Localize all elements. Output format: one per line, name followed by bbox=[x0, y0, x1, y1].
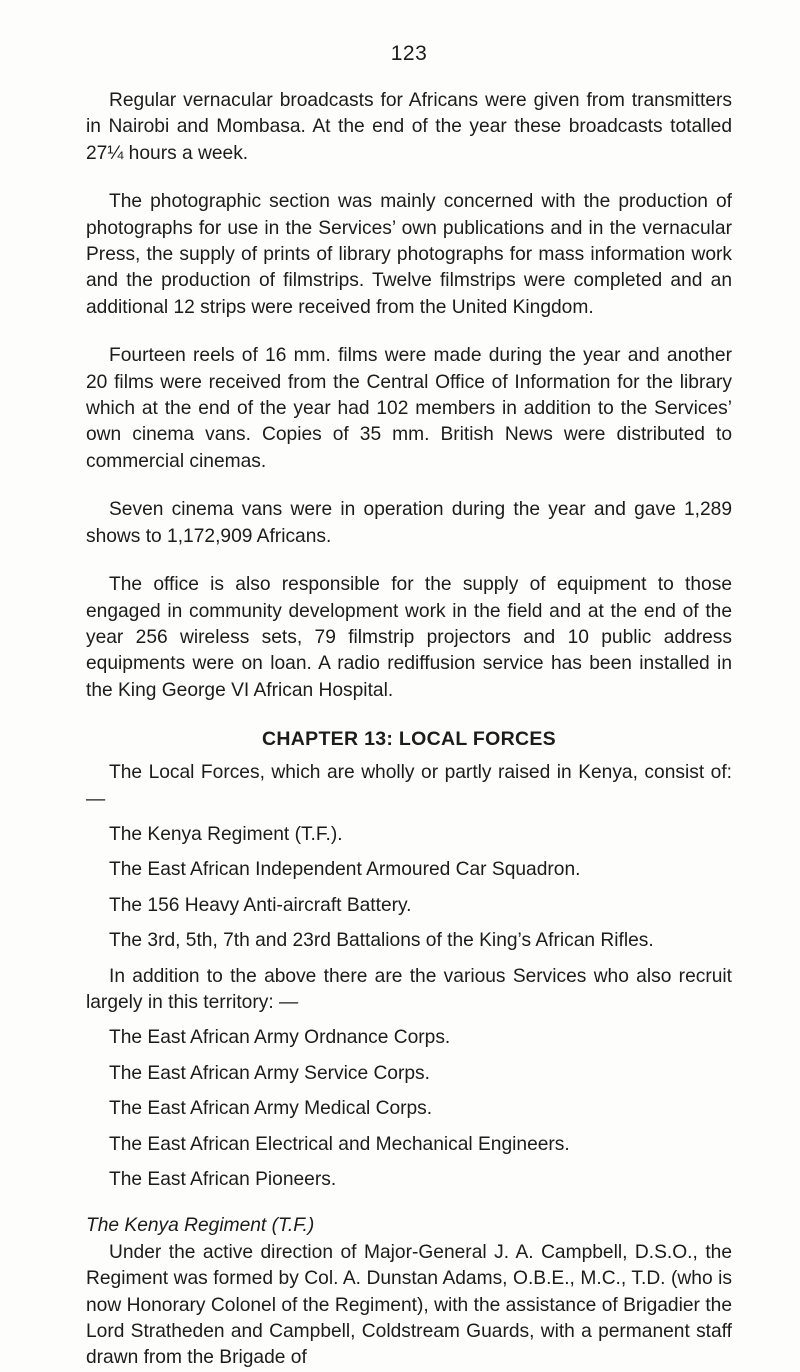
paragraph-services-intro: In addition to the above there are the various Services who also recruit largely in this territory: — bbox=[86, 965, 732, 1013]
list-item: The East African Army Ordnance Corps. bbox=[109, 1027, 451, 1049]
section-subheading: The Kenya Regiment (T.F.) bbox=[86, 1215, 315, 1237]
paragraph-photographic-section: The photographic section was mainly concerned with the production of photographs for use in the Services’ own publications and in the vernacular Press, the supply of prints of library photographs for mass information work and the production of filmstrips. Twelve filmstrips were completed and an additional 12 strips were received from the United Kingdom. bbox=[86, 191, 732, 318]
paragraph-films: Fourteen reels of 16 mm. films were made during the year and another 20 films were received from the Central Office of Information for the library which at the end of the year had 102 members in addition to the Services’ own cinema vans. Copies of 35 mm. British News were distributed to commercial cinemas. bbox=[86, 345, 732, 472]
list-item: The East African Electrical and Mechanical Engineers. bbox=[109, 1133, 570, 1155]
chapter-heading: CHAPTER 13: LOCAL FORCES bbox=[262, 728, 556, 751]
document-page bbox=[86, 40, 732, 1372]
list-item: The 3rd, 5th, 7th and 23rd Battalions of the King’s African Rifles. bbox=[109, 930, 654, 952]
paragraph-cinema-vans: Seven cinema vans were in operation during the year and gave 1,289 shows to 1,172,909 Africans. bbox=[86, 499, 732, 547]
paragraph-kenya-regiment: Under the active direction of Major-General J. A. Campbell, D.S.O., the Regiment was formed by Col. A. Dunstan Adams, O.B.E., M.C., T.D. (who is now Honorary Colonel of the Regiment), with the assistance of Brigadier the Lord Stratheden and Campbell, Coldstream Guards, with a permanent staff drawn from the Brigade of bbox=[86, 1241, 732, 1369]
list-item: The 156 Heavy Anti-aircraft Battery. bbox=[109, 894, 412, 916]
page-number: 123 bbox=[390, 42, 428, 65]
list-item: The East African Army Medical Corps. bbox=[109, 1098, 433, 1120]
paragraph-broadcasts: Regular vernacular broadcasts for Africans were given from transmitters in Nairobi and Mombasa. At the end of the year these broadcasts totalled 27¼ hours a week. bbox=[86, 90, 732, 164]
paragraph-forces-intro: The Local Forces, which are wholly or partly raised in Kenya, consist of: — bbox=[86, 762, 732, 810]
list-item: The East African Army Service Corps. bbox=[109, 1062, 430, 1084]
paragraph-equipment: The office is also responsible for the supply of equipment to those engaged in community development work in the field and at the end of the year 256 wireless sets, 79 filmstrip projectors and 10 public address equipments were on loan. A radio rediffusion service has been installed in the King George VI African Hospital. bbox=[86, 574, 732, 701]
list-item: The East African Pioneers. bbox=[109, 1169, 337, 1190]
list-item: The Kenya Regiment (T.F.). bbox=[109, 823, 343, 845]
list-item: The East African Independent Armoured Car Squadron. bbox=[109, 859, 581, 881]
